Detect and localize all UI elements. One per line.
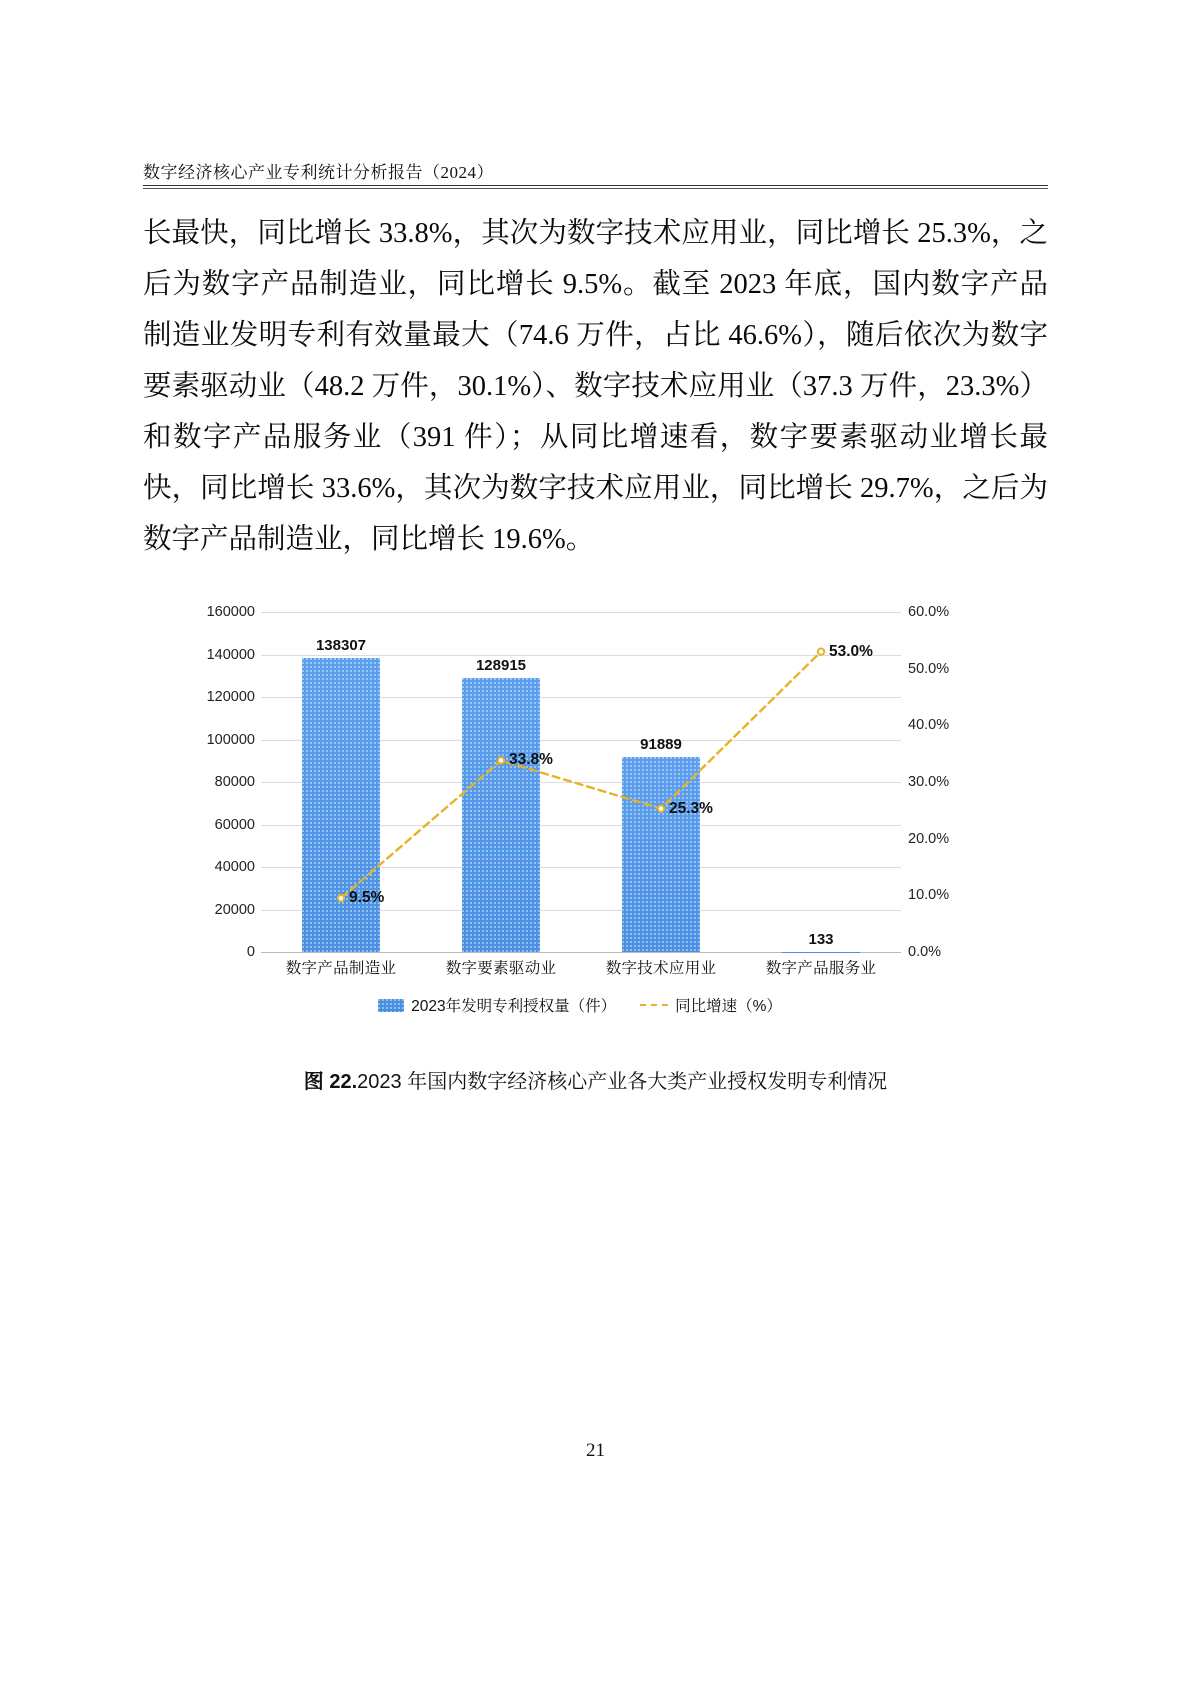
legend-label: 2023年发明专利授权量（件） [411, 998, 617, 1015]
figure-caption-number: 图 22. [303, 1071, 358, 1093]
bar-value-label: 138307 [315, 637, 367, 655]
line-value-label: 33.8% [509, 751, 553, 769]
left-axis-tick: 100000 [206, 731, 255, 748]
right-axis-tick: 60.0% [908, 604, 950, 620]
figure-caption [143, 1065, 1048, 1094]
bar-slot [421, 612, 581, 952]
body-text-block [143, 208, 1048, 565]
bar-value-label: 128915 [475, 657, 527, 675]
category-label: 数字技术应用业 [605, 960, 717, 977]
right-axis-tick: 40.0% [908, 717, 950, 734]
figure-caption-text: 2023 年国内数字经济核心产业各大类产业授权发明专利情况 [357, 1071, 888, 1093]
legend-item[interactable] [640, 994, 782, 1016]
left-axis-tick: 160000 [206, 604, 255, 620]
body-paragraph: 长最快，同比增长 33.8%，其次为数字技术应用业，同比增长 25.3%，之后为数字产品制造业，同比增长 9.5%。截至 2023 年底，国内数字产品制造业发明专利有效量最大（74.6 万件，占比 46.6%），随后依次为数字要素驱动业（48.2 万件，30.1%）、数字技术应用业（37.3 万件，23.3%）和数字产品服务业（391 件）；从同比增速看，数字要素驱动业增长最快，同比增长 33.6%，其次为数字技术应用业，同比增长 29.7%，之后为数字产品制造业，同比增长 19.6%。 [143, 218, 1048, 555]
category-axis [261, 956, 901, 978]
left-axis [185, 604, 255, 960]
line-value-label: 53.0% [829, 642, 873, 660]
running-header: 数字经济核心产业专利统计分析报告（2024） [143, 163, 494, 182]
category-label: 数字要素驱动业 [445, 960, 557, 977]
left-axis-tick: 80000 [214, 774, 255, 790]
bar-value-label: 91889 [640, 735, 682, 753]
right-axis-tick: 20.0% [908, 830, 950, 847]
line-value-label: 25.3% [669, 799, 713, 817]
line-value-label: 9.5% [349, 889, 385, 907]
left-axis-tick: 20000 [214, 901, 255, 918]
right-axis-tick: 10.0% [908, 887, 950, 904]
bar-value-label: 133 [808, 930, 834, 948]
category-label: 数字产品制造业 [285, 960, 397, 977]
category-label: 数字产品服务业 [765, 960, 877, 977]
right-axis [900, 604, 970, 960]
bar[interactable] [462, 678, 540, 952]
left-axis-tick: 60000 [214, 816, 255, 833]
right-axis-tick: 0.0% [908, 944, 942, 960]
legend-line-swatch [640, 999, 668, 1011]
left-axis-tick: 140000 [206, 646, 255, 663]
bar-slot [741, 612, 901, 952]
left-axis-tick: 120000 [206, 689, 255, 705]
legend-item[interactable] [378, 994, 616, 1016]
chart-plot [185, 604, 975, 1015]
chart-legend [185, 994, 975, 1016]
left-axis-tick: 40000 [214, 859, 255, 875]
right-axis-tick: 50.0% [908, 660, 950, 677]
chart-figure [185, 604, 975, 1037]
page-number: 21 [586, 1440, 605, 1461]
header-divider [143, 185, 1048, 186]
bar-slot [581, 612, 741, 952]
right-axis-tick: 30.0% [908, 774, 950, 790]
legend-bar-swatch [378, 999, 404, 1012]
left-axis-tick: 0 [246, 944, 255, 960]
bar-slot [261, 612, 421, 952]
legend-label: 同比增速（%） [675, 998, 782, 1015]
bar[interactable] [622, 757, 700, 952]
bar[interactable] [302, 658, 380, 952]
